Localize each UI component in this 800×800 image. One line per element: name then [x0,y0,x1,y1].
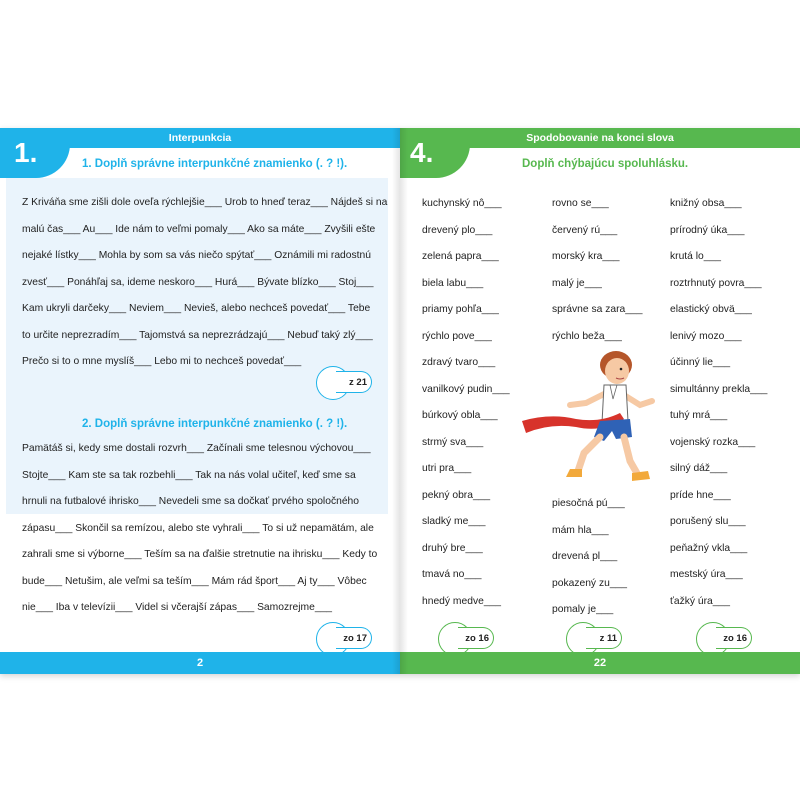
score-badge [566,622,624,656]
word-item: vanilkový pudin___ [422,383,510,395]
word-item: rovno se___ [552,198,609,209]
word-item: roztrhnutý povra___ [670,277,762,289]
exercise-line: nejaké lístky___ Mohla by som sa vás niečo spýtať___ Oznámili mi radostnú [22,250,371,261]
word-item: prírodný úka___ [670,224,745,236]
score-badge [316,366,374,400]
word-item: správne sa zara___ [552,304,643,315]
exercise2-instruction: 2. Doplň správne interpunkčné znamienko (. ? !). [82,418,348,430]
word-item: zdravý tvaro___ [422,357,496,368]
page-number: 2 [0,652,400,674]
word-item: pokazený zu___ [552,577,627,589]
word-column-3 [670,191,767,615]
score-total: z 21 [336,371,372,393]
score-badge [696,622,754,656]
exercise-line: nie___ Iba v televízii___ Videl si včerajší zápas___ Samozrejme___ [22,602,333,613]
right-page [400,128,800,674]
score-total: zo 17 [336,627,372,649]
word-item: hnedý medve___ [422,595,502,607]
word-item: silný dáž___ [670,463,728,474]
score-badge [316,622,374,656]
word-item: piesočná pú___ [552,498,625,509]
exercise-line: hrnuli na futbalové ihrisko___ Nevedeli sme sa dočkať prvého spoločného [22,496,359,507]
word-item: vojenský rozka___ [670,436,756,448]
word-item: červený rú___ [552,224,618,236]
exercise-line: Pamätáš si, kedy sme dostali rozvrh___ Začínali sme telesnou výchovou___ [22,443,371,454]
word-item: krutá lo___ [670,251,721,262]
exercise1-instruction: 1. Doplň správne interpunkčné znamienko (. ? !). [82,158,348,170]
exercise-line: bude___ Netušim, ale veľmi sa teším___ Mám rád šport___ Aj ty___ Vôbec [22,575,367,587]
word-item: utri pra___ [422,463,472,474]
word-item: príde hne___ [670,489,731,501]
word-item: porušený slu___ [670,516,746,527]
exercise-line: zápasu___ Skončil sa remízou, alebo ste vyhrali___ To si už nepamätám, ale [22,522,374,534]
exercise-instruction: Doplň chýbajúcu spoluhlásku. [522,158,689,170]
word-item: drevený plo___ [422,224,493,236]
section-number-tab: 4. [400,128,470,178]
section-number-tab: 1. [0,128,70,178]
word-item: drevená pl___ [552,551,618,562]
word-item: pomaly je___ [552,604,614,615]
left-header-bar: Interpunkcia [0,128,400,148]
word-item: ťažký úra___ [670,595,730,607]
word-item: kuchynský nô___ [422,198,502,209]
word-column-1 [422,191,510,615]
word-item: elastický obvä___ [670,304,752,315]
word-item: simultánny prekla___ [670,383,768,395]
exercise-line: zvesť___ Ponáhľaj sa, ideme neskoro___ Hurá___ Bývate blízko___ Stoj___ [22,276,374,288]
left-page [0,128,400,674]
word-item: účinný lie___ [670,357,731,368]
word-item: zelená papra___ [422,251,499,262]
workbook-spread [0,128,800,674]
word-item: priamy pohľa___ [422,304,499,315]
exercise1-text [22,190,388,376]
exercise-line: Prečo si to o mne myslíš___ Lebo mi to nechceš povedať___ [22,356,302,367]
score-total: z 11 [586,627,622,649]
page-number: 22 [400,652,800,674]
score-total: zo 16 [458,627,494,649]
exercise-line: Stojte___ Kam ste sa tak rozbehli___ Tak na nás volal učiteľ, keď sme sa [22,469,356,481]
exercise-line: to určite neprezradím___ Tajomstvá sa neprezrádzajú___ Nebuď taký zlý___ [22,329,373,341]
exercise2-text [22,436,382,622]
word-item: druhý bre___ [422,542,483,554]
word-item: tmavá no___ [422,569,482,580]
word-item: peňažný vkla___ [670,542,748,554]
word-item: rýchlo beža___ [552,330,622,342]
score-total: zo 16 [716,627,752,649]
word-column-2-bottom [552,491,627,624]
right-header-bar: Spodobovanie na konci slova [400,128,800,148]
word-item: búrkový obla___ [422,410,498,421]
word-item: mestský úra___ [670,569,743,580]
word-item: lenivý mozo___ [670,330,742,342]
word-item: mám hla___ [552,524,609,536]
score-badge [438,622,496,656]
word-item: morský kra___ [552,251,620,262]
runner-illustration [520,343,660,493]
word-item: tuhý mrá___ [670,410,728,421]
word-item: rýchlo pove___ [422,330,492,342]
exercise-line: Kam ukryli darčeky___ Neviem___ Nevieš, alebo nechceš povedať___ Tebe [22,303,371,314]
exercise-line: malú čas___ Au___ Ide nám to veľmi pomaly___ Ako sa máte___ Zvyšili ešte [22,223,376,235]
word-item: knižný obsa___ [670,198,742,209]
word-item: pekný obra___ [422,489,491,501]
word-item: biela labu___ [422,277,484,289]
exercise-line: zahrali sme si výborne___ Teším sa na ďalšie stretnutie na ihrisku___ Kedy to [22,549,378,560]
exercise-line: Z Kriváňa sme zišli dole oveľa rýchlejšie___ Urob to hneď teraz___ Nájdeš si na [22,197,388,208]
word-item: sladký me___ [422,516,486,527]
word-item: strmý sva___ [422,436,484,448]
word-item: malý je___ [552,277,602,289]
word-column-2-top [552,191,642,350]
